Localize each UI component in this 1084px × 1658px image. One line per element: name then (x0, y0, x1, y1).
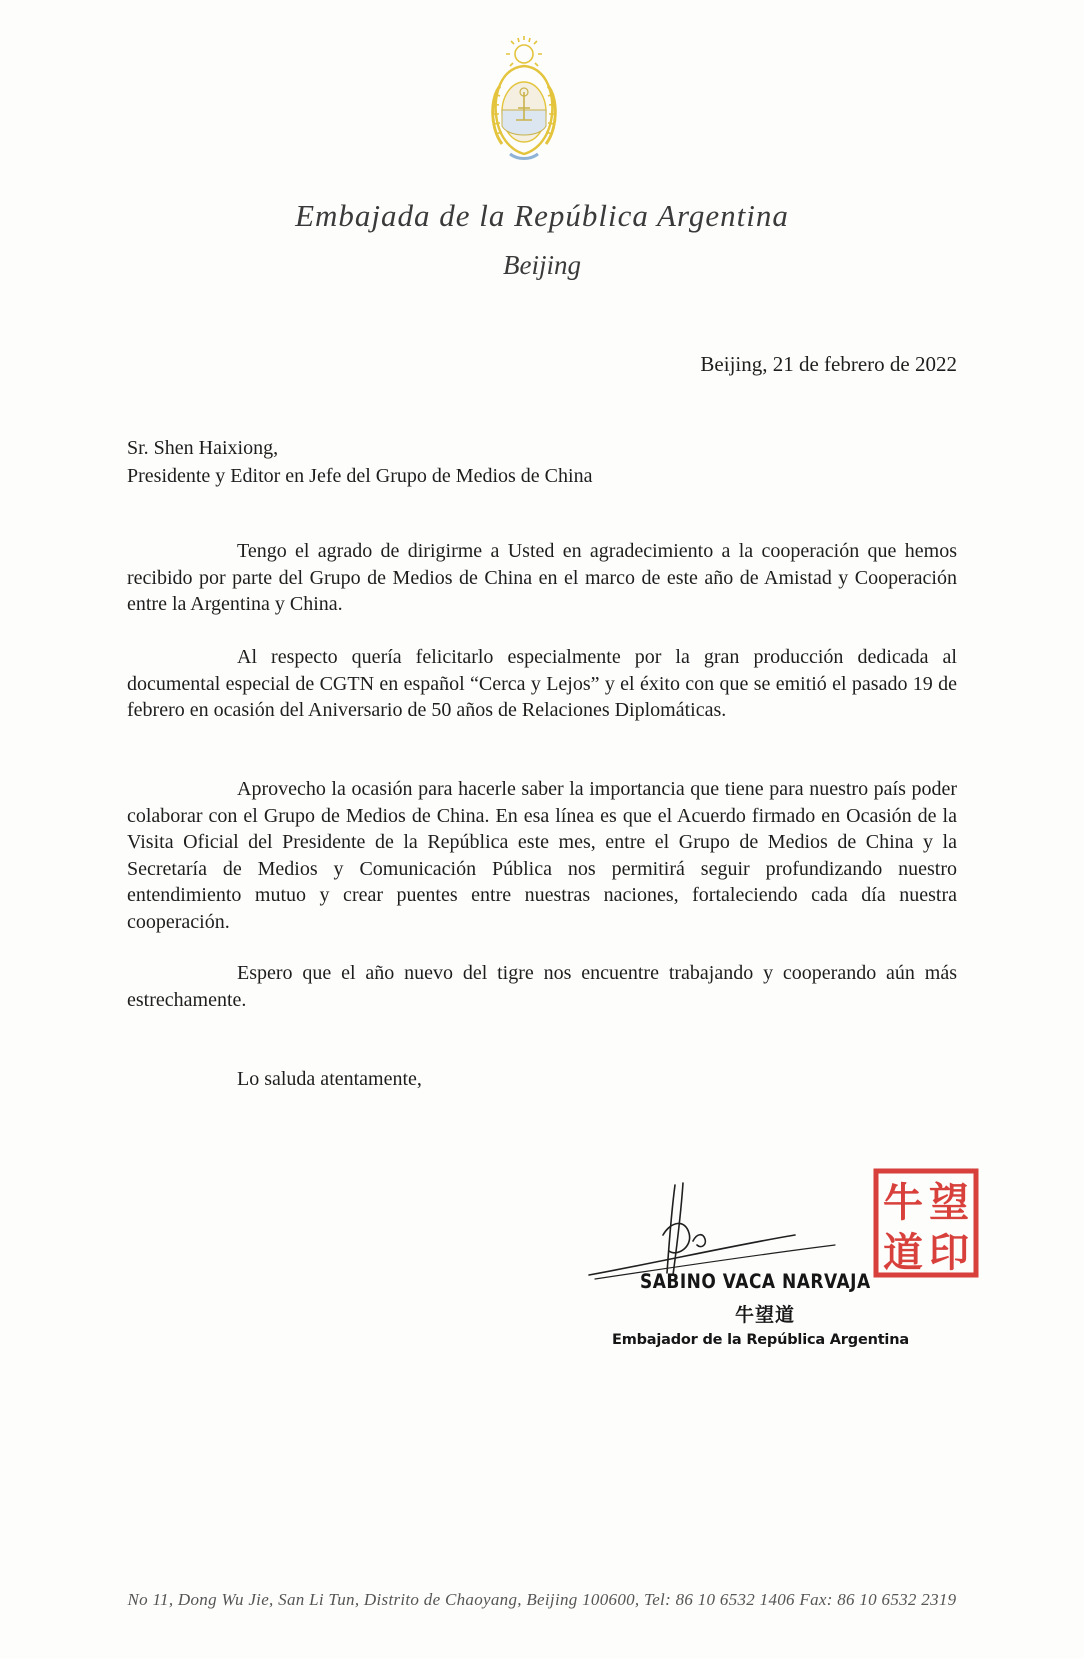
signatory-title: Embajador de la República Argentina (612, 1332, 909, 1348)
paragraph-1 (127, 538, 957, 618)
paragraph-text: Aprovecho la ocasión para hacerle saber la importancia que tiene para nuestro país poder colaborar con el Grupo de Medios de China. En esa línea es que el Acuerdo firmado en Ocasión de la Visita Oficial del Presidente de la República este mes, entre el Grupo de Medios de China y la Secretaría de Medios y Comunicación Pública nos permitirá seguir profundizando nuestro entendimiento mutuo y crear puentes entre nuestras naciones, fortaleciendo cada día nuestra cooperación. (127, 778, 957, 933)
embassy-city: Beijing (503, 250, 581, 280)
embassy-name: Embajada de la República Argentina (295, 198, 789, 233)
svg-text:印: 印 (929, 1230, 969, 1276)
paragraph-text: Espero que el año nuevo del tigre nos encuentre trabajando y cooperando aún más estrechamente. (127, 962, 957, 1011)
recipient-title: Presidente y Editor en Jefe del Grupo de Medios de China (127, 465, 593, 487)
closing-salutation: Lo saluda atentamente, (237, 1068, 422, 1090)
signatory-name: SABINO VACA NARVAJA (640, 1270, 871, 1294)
svg-text:望: 望 (929, 1180, 969, 1226)
recipient-name: Sr. Shen Haixiong, (127, 437, 279, 459)
recipient-block (127, 434, 592, 490)
paragraph-4 (127, 960, 957, 1013)
svg-text:道: 道 (883, 1230, 923, 1276)
paragraph-3 (127, 776, 957, 935)
argentina-coat-of-arms-icon (480, 36, 568, 164)
paragraph-text: Tengo el agrado de dirigirme a Usted en agradecimiento a la cooperación que hemos recibido por parte del Grupo de Medios de China en el marco de este año de Amistad y Cooperación entre la Argentina y China. (127, 540, 957, 615)
official-seal-icon (873, 1168, 979, 1278)
paragraph-text: Al respecto quería felicitarlo especialmente por la gran producción dedicada al documental especial de CGTN en español “Cerca y Lejos” y el éxito con que se emitió el pasado 19 de febrero en ocasión del Aniversario de 50 años de Relaciones Diplomáticas. (127, 646, 957, 721)
signatory-chinese-name: 牛望道 (735, 1304, 796, 1326)
svg-text:牛: 牛 (883, 1180, 923, 1226)
embassy-address-footer: No 11, Dong Wu Jie, San Li Tun, Distrito de Chaoyang, Beijing 100600, Tel: 86 10 6532 1406 Fax: 86 10 6532 2319 (127, 1590, 957, 1609)
letter-date: Beijing, 21 de febrero de 2022 (700, 352, 957, 376)
paragraph-2 (127, 644, 957, 724)
